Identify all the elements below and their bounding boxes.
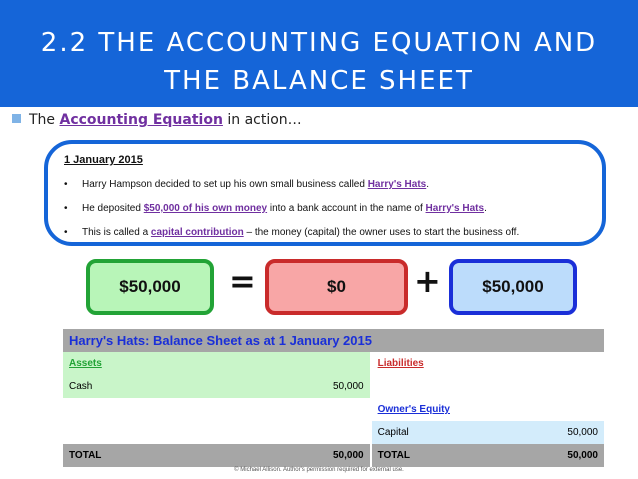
list-item: • This is called a capital contribution – the money (capital) the owner uses to start the business off. bbox=[64, 227, 520, 238]
equity-box: $50,000 bbox=[449, 259, 577, 315]
total-row bbox=[63, 444, 604, 467]
table-row bbox=[63, 352, 604, 375]
deposit-amount-link[interactable]: $50,000 of his own money bbox=[143, 203, 268, 214]
total-assets-label: TOTAL bbox=[63, 444, 327, 467]
table-row bbox=[63, 398, 604, 421]
assets-box: $50,000 bbox=[86, 259, 214, 315]
slide-title bbox=[0, 24, 638, 100]
capital-contribution-link[interactable]: capital contribution bbox=[150, 227, 244, 238]
bullet-icon: • bbox=[64, 179, 68, 190]
bullet-icon: • bbox=[64, 227, 68, 238]
intro-bullet bbox=[12, 112, 302, 128]
bullet-icon: • bbox=[64, 203, 68, 214]
balance-sheet-table bbox=[63, 329, 604, 467]
capital-label: Capital bbox=[371, 421, 491, 444]
total-right-label: TOTAL bbox=[371, 444, 491, 467]
title-line-1: 2.2 THE ACCOUNTING EQUATION AND bbox=[40, 28, 598, 58]
copyright-footer: © Michael Allison. Author's permission required for external use. bbox=[234, 467, 404, 473]
table-row bbox=[63, 375, 604, 398]
assets-heading: Assets bbox=[63, 352, 327, 375]
cash-label: Cash bbox=[63, 375, 327, 398]
balance-sheet-title: Harry's Hats: Balance Sheet as at 1 January 2015 bbox=[63, 329, 604, 352]
total-right-value: 50,000 bbox=[491, 444, 604, 467]
title-line-2: THE BALANCE SHEET bbox=[164, 66, 474, 96]
accounting-equation-link[interactable]: Accounting Equation bbox=[59, 112, 223, 128]
scenario-callout bbox=[44, 140, 606, 246]
table-header-row bbox=[63, 329, 604, 352]
list-item: • Harry Hampson decided to set up his own small business called Harry's Hats. bbox=[64, 179, 430, 190]
liabilities-heading: Liabilities bbox=[371, 352, 604, 375]
square-bullet-icon bbox=[12, 114, 21, 123]
plus-sign: + bbox=[414, 262, 441, 300]
cash-value: 50,000 bbox=[327, 375, 371, 398]
capital-value: 50,000 bbox=[491, 421, 604, 444]
list-item: • He deposited $50,000 of his own money into a bank account in the name of Harry's Hats. bbox=[64, 203, 487, 214]
harrys-hats-link[interactable]: Harry's Hats bbox=[425, 203, 485, 214]
equity-heading: Owner's Equity bbox=[371, 398, 604, 421]
liabilities-box: $0 bbox=[265, 259, 408, 315]
scenario-date: 1 January 2015 bbox=[64, 154, 143, 166]
intro-suffix: in action… bbox=[222, 112, 302, 128]
harrys-hats-link[interactable]: Harry's Hats bbox=[367, 179, 427, 190]
intro-prefix: The bbox=[29, 112, 60, 128]
total-assets-value: 50,000 bbox=[327, 444, 371, 467]
equals-sign: = bbox=[229, 262, 256, 300]
table-row bbox=[63, 421, 604, 444]
